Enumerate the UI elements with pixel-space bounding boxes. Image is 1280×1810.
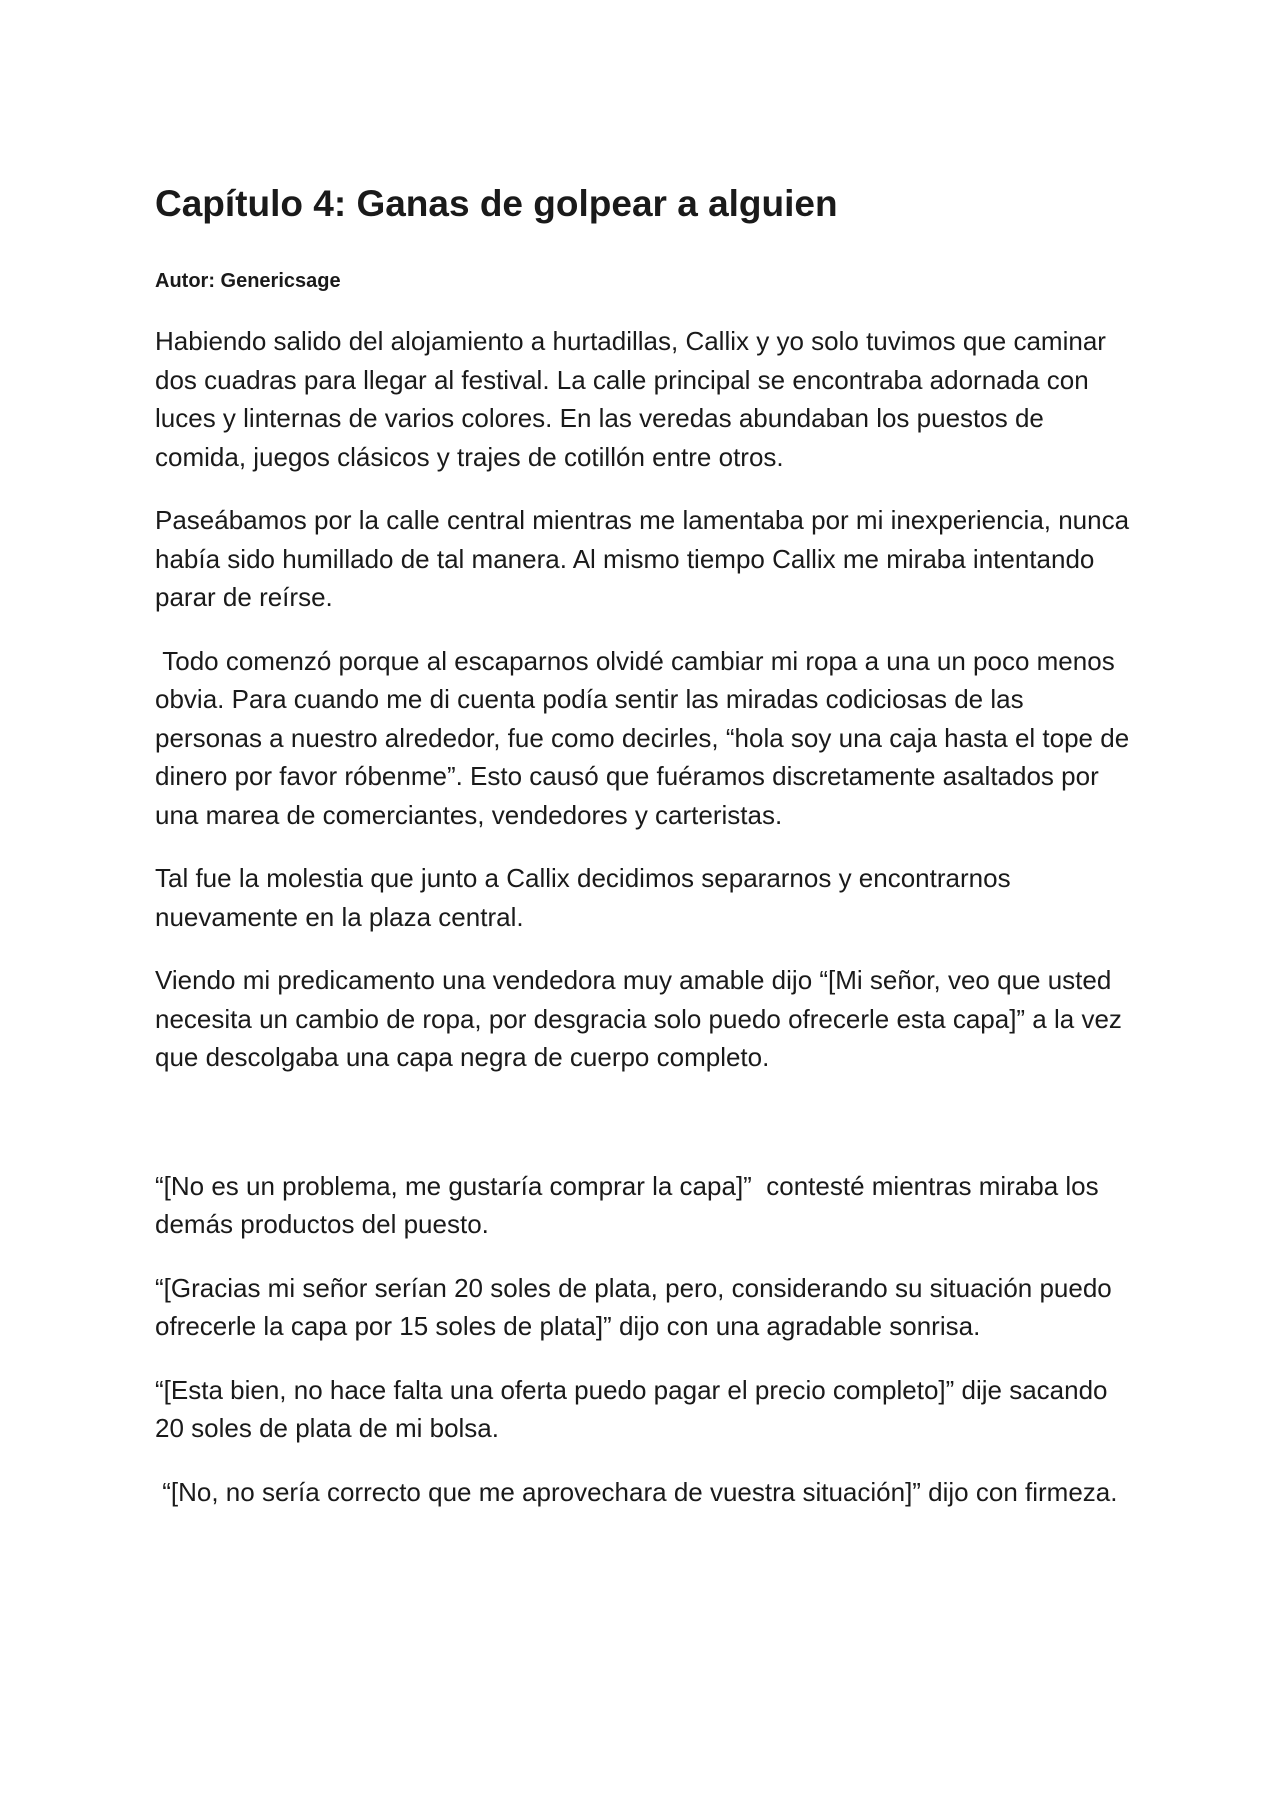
chapter-title: Capítulo 4: Ganas de golpear a alguien [155,183,838,224]
paragraph: Viendo mi predicamento una vendedora muy amable dijo “[Mi señor, veo que usted necesita un cambio de ropa, por desgracia solo puedo ofrecerle esta capa]” a la vez que descolgaba una capa negra de cuerpo completo. [155,965,1130,1072]
paragraph: “[No, no sería correcto que me aprovechara de vuestra situación]” dijo con firmeza. [155,1476,1118,1507]
paragraph: Tal fue la molestia que junto a Callix decidimos separarnos y encontrarnos nuevamente en la plaza central. [155,863,1018,932]
paragraph: “[No es un problema, me gustaría comprar la capa]” contesté mientras miraba los demás productos del puesto. [155,1170,1106,1239]
paragraph: Paseábamos por la calle central mientras me lamentaba por mi inexperiencia, nunca había sido humillado de tal manera. Al mismo tiempo Callix me miraba intentando parar de reírse. [155,505,1137,612]
paragraph: Habiendo salido del alojamiento a hurtadillas, Callix y yo solo tuvimos que caminar dos cuadras para llegar al festival. La calle principal se encontraba adornada con luces y linternas de varios colores. En las veredas abundaban los puestos de comida, juegos clásicos y trajes de cotillón entre otros. [155,326,1114,472]
author-line: Autor: Genericsage [155,270,341,292]
paragraph: “[Esta bien, no hace falta una oferta puedo pagar el precio completo]” dije sacando 20 soles de plata de mi bolsa. [155,1374,1115,1443]
document-page [155,180,1135,1536]
paragraph: “[Gracias mi señor serían 20 soles de plata, pero, considerando su situación puedo ofrecerle la capa por 15 soles de plata]” dijo con una agradable sonrisa. [155,1272,1120,1341]
section-break [155,1102,1135,1167]
paragraph: Todo comenzó porque al escaparnos olvidé cambiar mi ropa a una un poco menos obvia. Para cuando me di cuenta podía sentir las miradas codiciosas de las personas a nuestro alrededor, fue como decirles, “hola soy una caja hasta el tope de dinero por favor róbenme”. Esto causó que fuéramos discretamente asaltados por una marea de comerciantes, vendedores y carteristas. [155,645,1137,830]
